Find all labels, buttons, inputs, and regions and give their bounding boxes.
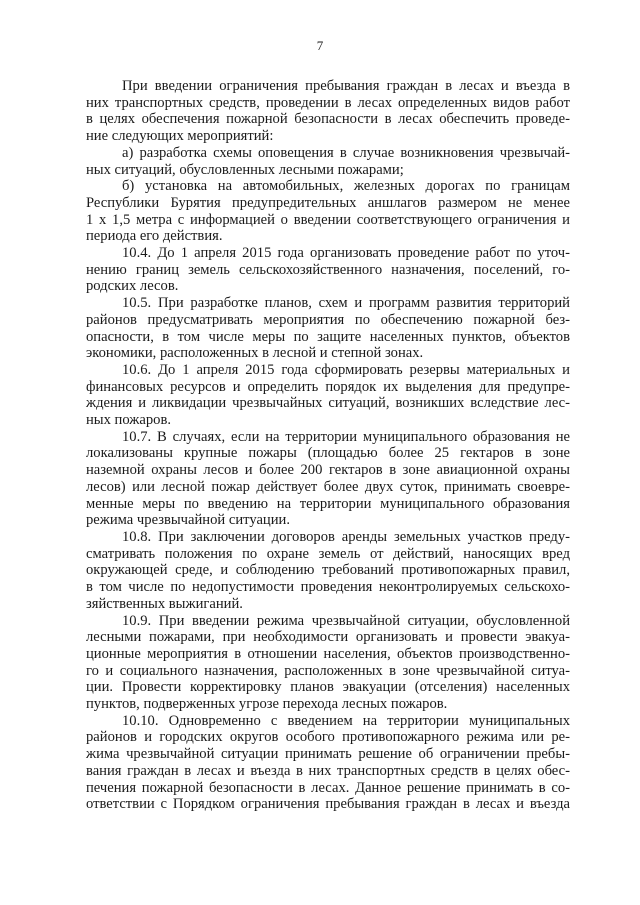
paragraph xyxy=(86,78,570,145)
paragraph-line: 10.9. При введении режима чрезвычайной ситуации, обусловленной xyxy=(122,612,570,629)
paragraph-line: них транспортных средств, проведении в лесах определенных видов работ xyxy=(86,94,570,111)
paragraph-line: го и социального назначения, расположенных в зоне чрезвычайной ситуа- xyxy=(86,662,570,679)
paragraph-line: б) установка на автомобильных, железных дорогах по границам xyxy=(122,178,570,195)
paragraph-line: 10.8. При заключении договоров аренды земельных участков преду- xyxy=(122,528,570,545)
paragraph-line: нению границ земель сельскохозяйственного назначения, поселений, го- xyxy=(86,261,570,278)
paragraph-line: экономики, расположенных в лесной и степной зонах. xyxy=(86,345,424,362)
paragraph xyxy=(86,178,570,245)
paragraph-line: режима чрезвычайной ситуации. xyxy=(86,512,291,529)
paragraph-line: ных пожаров. xyxy=(86,412,171,429)
paragraph-line: а) разработка схемы оповещения в случае возникновения чрезвычай- xyxy=(122,144,570,161)
paragraph-line: наземной охраны лесов и более 200 гектаров в зоне авиационной охраны xyxy=(86,462,570,479)
paragraph xyxy=(86,613,570,713)
paragraph-line: 1 x 1,5 метра с информацией о введении соответствующего ограничения и xyxy=(86,211,570,228)
paragraph-line: ждения и ликвидации чрезвычайных ситуаций, возникших вследствие лес- xyxy=(86,395,570,412)
paragraph-line: 10.7. В случаях, если на территории муниципального образования не xyxy=(122,428,570,445)
paragraph-line: Республики Бурятия предупредительных аншлагов размером не менее xyxy=(86,194,570,211)
paragraph-line: При введении ограничения пребывания граждан в лесах и въезда в xyxy=(122,78,570,94)
paragraph-line: ние следующих мероприятий: xyxy=(86,128,274,145)
paragraph xyxy=(86,713,570,813)
paragraph-line: лесными пожарами, при необходимости организовать и провести эвакуа- xyxy=(86,629,570,646)
paragraph-line: печения пожарной безопасности в лесах. Данное решение принимать в со- xyxy=(86,779,570,796)
paragraph-line: ции. Провести корректировку планов эвакуации (отселения) населенных xyxy=(86,679,570,696)
paragraph-line: ционные мероприятия в отношении населения, объектов производственно- xyxy=(86,645,570,662)
paragraph-line: сматривать положения по охране земель от действий, наносящих вред xyxy=(86,545,570,562)
paragraph-line: зяйственных выжиганий. xyxy=(86,595,243,612)
paragraph-line: ответствии с Порядком ограничения пребывания граждан в лесах и въезда xyxy=(86,796,570,813)
paragraph-line: в целях обеспечения пожарной безопасности в лесах обеспечить проведе- xyxy=(86,111,570,128)
paragraph xyxy=(86,362,570,429)
paragraph xyxy=(86,529,570,613)
paragraph-line: районов предусматривать мероприятия по обеспечению пожарной без- xyxy=(86,311,570,328)
paragraph-line: в том числе по недопустимости проведения неконтролируемых сельскохо- xyxy=(86,579,570,596)
paragraph-line: ных ситуаций, обусловленных лесными пожарами; xyxy=(86,161,404,178)
page-number: 7 xyxy=(316,38,324,53)
paragraph-line: лесов) или лесной пожар действует более двух суток, принимать своевре- xyxy=(86,478,570,495)
paragraph-line: финансовых ресурсов и определить порядок их выделения для предупре- xyxy=(86,378,570,395)
paragraph-line: 10.6. До 1 апреля 2015 года сформировать резервы материальных и xyxy=(122,361,570,378)
paragraph xyxy=(86,429,570,529)
paragraph xyxy=(86,145,570,178)
paragraph-line: вания граждан в лесах и въезда в них транспортных средств в целях обес- xyxy=(86,762,570,779)
paragraph xyxy=(86,295,570,362)
paragraph-line: периода его действия. xyxy=(86,228,223,245)
document-body xyxy=(86,78,570,813)
paragraph-line: районов и городских округов особого противопожарного режима или ре- xyxy=(86,729,570,746)
paragraph-line: опасности, в том числе меры по защите населенных пунктов, объектов xyxy=(86,328,570,345)
paragraph-line: жима чрезвычайной ситуации принимать решение об ограничении пребы- xyxy=(86,746,570,763)
paragraph-line: пунктов, подверженных угрозе перехода лесных пожаров. xyxy=(86,696,448,713)
paragraph-line: окружающей среде, и соблюдению требований противопожарных правил, xyxy=(86,562,570,579)
paragraph-line: локализованы крупные пожары (площадью более 25 гектаров в зоне xyxy=(86,445,570,462)
paragraph-line: 10.4. До 1 апреля 2015 года организовать проведение работ по уточ- xyxy=(122,245,570,262)
paragraph-line: менные меры по введению на территории муниципального образования xyxy=(86,495,570,512)
paragraph-line: 10.5. При разработке планов, схем и программ развития территорий xyxy=(122,295,570,312)
paragraph xyxy=(86,245,570,295)
paragraph-line: 10.10. Одновременно с введением на территории муниципальных xyxy=(122,712,570,729)
paragraph-line: родских лесов. xyxy=(86,278,179,295)
